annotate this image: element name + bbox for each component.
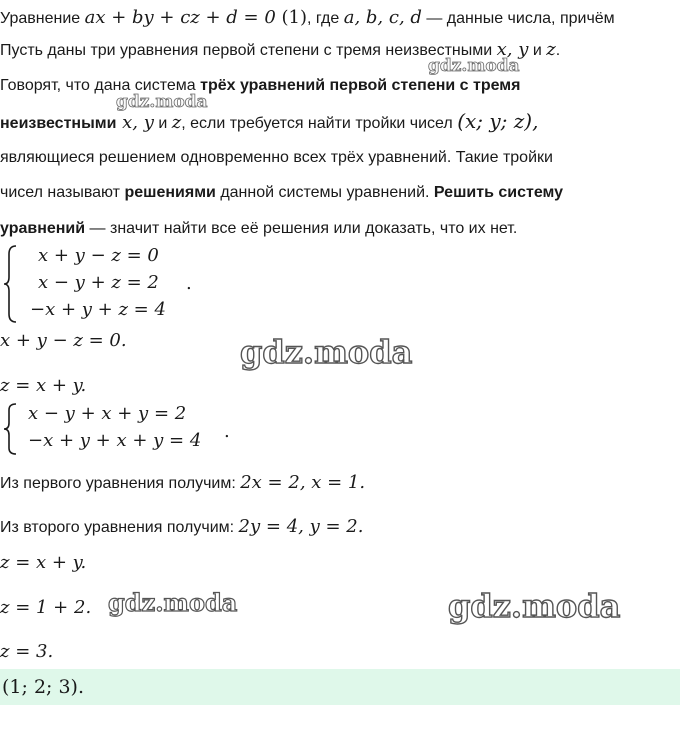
text-line-second-eq (0, 516, 363, 539)
text: Из второго уравнения получим: (0, 519, 239, 536)
text: . (555, 42, 561, 59)
step-equation: z = x + y. (0, 375, 87, 396)
variables: x, y (116, 112, 154, 133)
text: и (528, 42, 547, 59)
variables: a, b, c, d (343, 7, 422, 28)
triple: (x; y; z), (457, 109, 539, 133)
answer-text: (1; 2; 3). (2, 676, 85, 698)
text: Пусть даны три уравнения первой степени с тремя неизвестными (0, 42, 497, 59)
system-row: x − y + x + y = 2 (28, 403, 187, 424)
text: данной системы уравнений. (215, 184, 434, 201)
bold-term: уравнений (0, 220, 86, 237)
text: — значит найти все её решения или доказать, что их нет. (85, 220, 518, 237)
left-brace-icon (2, 244, 18, 324)
equation: ax + by + cz + d = 0 (84, 7, 276, 28)
text: , если требуется найти тройки чисел (181, 115, 458, 132)
system-row: x + y − z = 0 (38, 245, 159, 266)
watermark-logo: gdz.moda (240, 333, 413, 371)
bold-term: неизвестными (0, 115, 117, 132)
step-equation: z = 1 + 2. (0, 597, 92, 618)
step-equation: x + y − z = 0. (0, 330, 127, 351)
text: , где (307, 10, 344, 27)
equation-system-1 (0, 243, 220, 325)
text-line-4 (0, 111, 538, 134)
text: Говорят, что дана система (0, 77, 201, 94)
text-line-first-eq (0, 472, 365, 495)
variable: z (546, 39, 556, 60)
text: Уравнение (0, 10, 85, 27)
watermark-logo: gdz.moda (116, 92, 208, 112)
step-equation: z = x + y. (0, 552, 87, 573)
answer-block (0, 669, 680, 705)
text-line-3 (0, 76, 520, 96)
equation-system-2 (0, 401, 240, 457)
bold-term: решениями (124, 184, 216, 201)
system-dot: . (186, 273, 192, 294)
system-row: −x + y + z = 4 (30, 299, 166, 320)
text: и (153, 115, 172, 132)
text-line-1 (0, 8, 615, 29)
watermark-logo: gdz.moda (108, 588, 238, 617)
bold-term: Решить систему (433, 184, 564, 201)
text: — данные числа, причём (421, 10, 615, 27)
equation-number: (1) (275, 7, 308, 28)
equation: 2x = 2, x = 1. (240, 472, 366, 493)
text: Из первого уравнения получим: (0, 475, 241, 492)
variables: x, y (496, 39, 529, 60)
text-line-7 (0, 219, 517, 239)
text: чисел называют (0, 184, 125, 201)
variable: z (171, 112, 182, 133)
text-line-6 (0, 183, 563, 203)
system-row: −x + y + x + y = 4 (28, 430, 202, 451)
text-line-5: являющиеся решением одновременно всех трёх уравнений. Такие тройки (0, 149, 553, 166)
watermark-logo: gdz.moda (428, 56, 520, 76)
watermark-logo: gdz.moda (448, 587, 621, 625)
system-row: x − y + z = 2 (38, 272, 159, 293)
system-dot: . (224, 421, 230, 442)
step-equation: z = 3. (0, 641, 54, 662)
bold-term: трёх уравнений первой степени с тремя (200, 77, 521, 94)
left-brace-icon (2, 402, 18, 456)
equation: 2y = 4, y = 2. (238, 516, 364, 537)
